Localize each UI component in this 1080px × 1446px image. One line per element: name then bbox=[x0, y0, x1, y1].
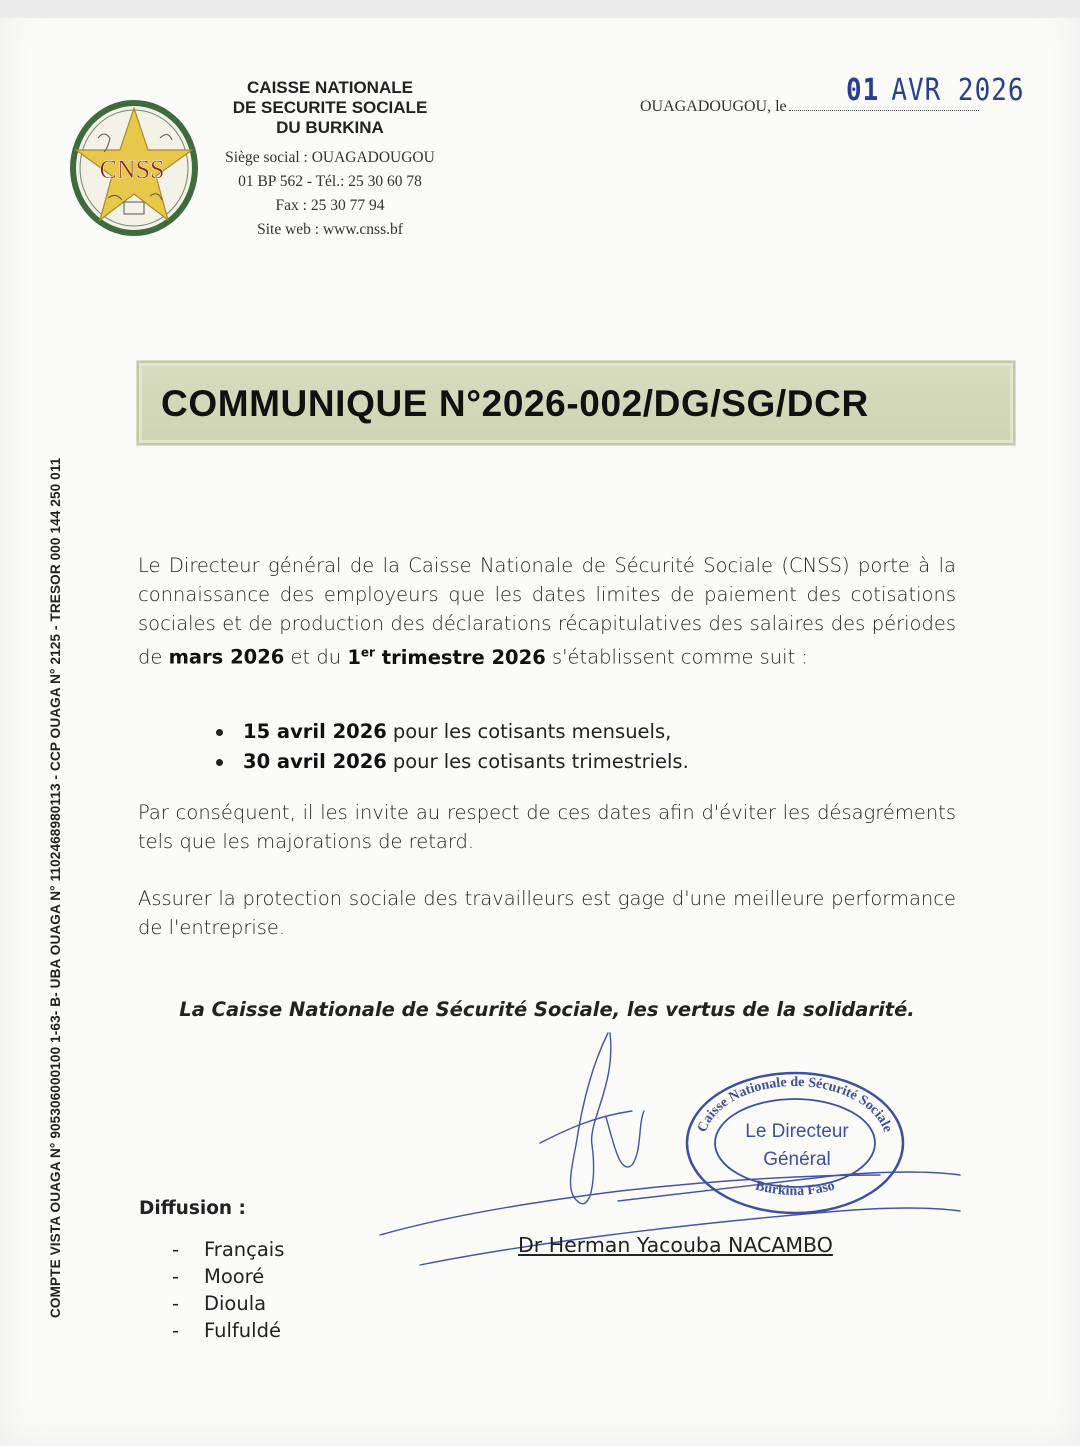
deadline-text: pour les cotisants mensuels, bbox=[392, 720, 672, 743]
language-label: Dioula bbox=[204, 1292, 267, 1315]
quarter-label: trimestre 2026 bbox=[374, 645, 546, 669]
dash-icon: - bbox=[172, 1238, 180, 1261]
top-band bbox=[0, 0, 1080, 18]
dash-icon: - bbox=[172, 1319, 180, 1342]
intro-text: et du bbox=[284, 645, 348, 669]
list-item bbox=[172, 1236, 284, 1263]
place-label: OUAGADOUGOU, le bbox=[640, 98, 787, 115]
organization-contacts bbox=[205, 146, 455, 242]
title-banner bbox=[137, 361, 1015, 445]
org-name-line: CAISSE NATIONALE bbox=[247, 78, 413, 97]
date-stamp-month-year: AVR 2026 bbox=[891, 73, 1025, 109]
intro-quarter bbox=[347, 646, 545, 669]
quarter-ordinal: er bbox=[360, 645, 375, 659]
diffusion-list bbox=[172, 1236, 284, 1344]
dash-icon: - bbox=[172, 1292, 180, 1315]
list-item bbox=[172, 1263, 284, 1290]
language-label: Fulfuldé bbox=[204, 1319, 281, 1342]
bullet-icon bbox=[216, 759, 223, 766]
logo-text: CNSS bbox=[99, 155, 165, 184]
stamp-title-line: Le Directeur bbox=[745, 1121, 849, 1142]
organization-name bbox=[205, 78, 455, 138]
org-name-line: DE SECURITE SOCIALE bbox=[232, 98, 428, 117]
motto: La Caisse Nationale de Sécurité Sociale, les vertus de la solidarité. bbox=[179, 998, 915, 1021]
bullet-icon bbox=[216, 729, 223, 736]
svg-text:Burkina Faso bbox=[754, 1179, 837, 1200]
paragraph-intro bbox=[138, 551, 956, 672]
stamp-ring-top: Caisse Nationale de Sécurité Sociale bbox=[694, 1074, 896, 1135]
quarter-number: 1 bbox=[347, 645, 361, 669]
intro-period: mars 2026 bbox=[168, 645, 285, 669]
stamp-title-line: Général bbox=[763, 1149, 831, 1170]
list-item bbox=[172, 1290, 284, 1317]
language-label: Mooré bbox=[204, 1265, 265, 1288]
deadline-date: 15 avril 2026 bbox=[243, 720, 387, 743]
official-stamp-icon bbox=[682, 1068, 912, 1218]
paragraph-consequence: Par conséquent, il les invite au respect de ces dates afin d'éviter les désagréments tels que les majorations de retard. bbox=[138, 801, 956, 853]
stamp-ring-bottom: Burkina Faso bbox=[753, 1178, 837, 1200]
org-name-line: DU BURKINA bbox=[276, 118, 384, 137]
contact-line: Fax : 25 30 77 94 bbox=[275, 197, 385, 214]
list-item bbox=[212, 747, 689, 777]
language-label: Français bbox=[204, 1238, 285, 1261]
contact-line: 01 BP 562 - Tél.: 25 30 60 78 bbox=[238, 173, 422, 190]
contact-line: Site web : www.cnss.bf bbox=[257, 221, 403, 238]
intro-text: s'établissent comme suit : bbox=[545, 645, 808, 669]
deadline-list bbox=[212, 717, 689, 777]
date-dotted-line bbox=[789, 110, 979, 111]
dash-icon: - bbox=[172, 1265, 180, 1288]
communique-title: COMMUNIQUE N°2026-002/DG/SG/DCR bbox=[161, 383, 869, 424]
list-item bbox=[172, 1317, 284, 1344]
paragraph-protection: Assurer la protection sociale des travailleurs est gage d'une meilleure performance de l'entreprise. bbox=[138, 887, 956, 939]
bank-accounts-vertical-text: COMPTE VISTA OUAGA N° 905306000100 1-63- B- UBA OUAGA N° 1102468980113 - CCP OUAGA N° 2125 - TRESOR 000 144 250 011 bbox=[48, 457, 63, 1318]
date-stamp-day: 01 bbox=[846, 73, 880, 109]
signatory-name: Dr Herman Yacouba NACAMBO bbox=[518, 1233, 833, 1257]
deadline-date: 30 avril 2026 bbox=[243, 750, 387, 773]
intro-text: Le Directeur général de la Caisse Nationale de Sécurité Sociale (CNSS) porte à la connaissance des employeurs que les dates limites de paiement des cotisations sociales et de production des déclarations récapitulatives des salaires des périodes de bbox=[138, 554, 956, 669]
list-item bbox=[212, 717, 689, 747]
deadline-text: pour les cotisants trimestriels. bbox=[392, 750, 689, 773]
contact-line: Siège social : OUAGADOUGOU bbox=[225, 149, 435, 166]
diffusion-title: Diffusion : bbox=[139, 1198, 246, 1219]
cnss-logo-icon bbox=[68, 98, 200, 238]
date-stamp bbox=[846, 74, 1025, 109]
